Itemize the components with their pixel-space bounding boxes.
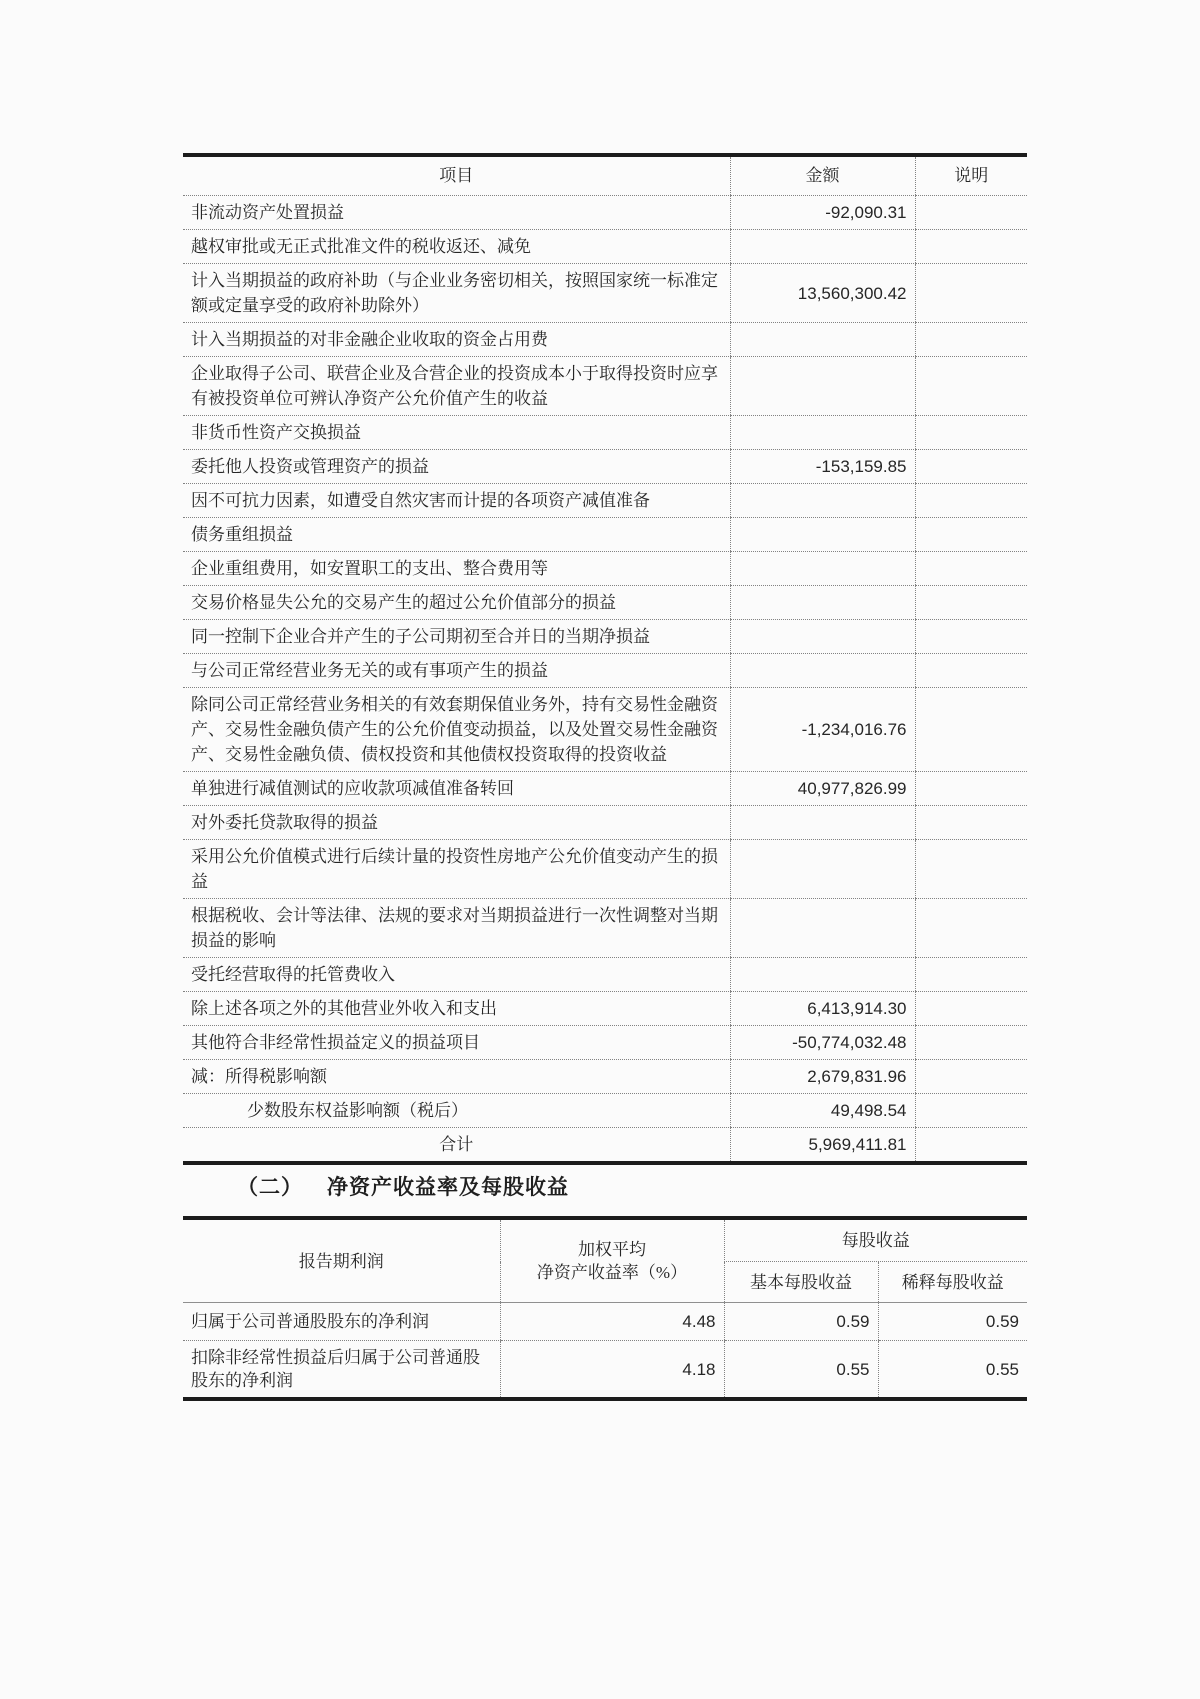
amount-cell <box>730 806 915 840</box>
note-cell <box>915 772 1027 806</box>
table2-header-row-1 <box>183 1218 1027 1262</box>
header-basic-eps: 基本每股收益 <box>724 1262 878 1303</box>
header-report-period-profit: 报告期利润 <box>183 1218 500 1303</box>
item-cell: 债务重组损益 <box>183 518 730 552</box>
table-row <box>183 264 1027 323</box>
item-cell: 企业取得子公司、联营企业及合营企业的投资成本小于取得投资时应享有被投资单位可辨认净资产公允价值产生的收益 <box>183 357 730 416</box>
amount-cell <box>730 357 915 416</box>
table-row <box>183 450 1027 484</box>
table-row <box>183 586 1027 620</box>
note-cell <box>915 357 1027 416</box>
note-cell <box>915 552 1027 586</box>
table-row <box>183 688 1027 772</box>
item-cell: 合计 <box>439 1135 474 1154</box>
item-cell: 除同公司正常经营业务相关的有效套期保值业务外，持有交易性金融资产、交易性金融负债产生的公允价值变动损益，以及处置交易性金融资产、交易性金融负债、债权投资和其他债权投资取得的投资收益 <box>183 688 730 772</box>
item-cell: 单独进行减值测试的应收款项减值准备转回 <box>183 772 730 806</box>
header-eps-group: 每股收益 <box>724 1218 1027 1262</box>
item-cell: 采用公允价值模式进行后续计量的投资性房地产公允价值变动产生的损益 <box>183 840 730 899</box>
amount-cell: -50,774,032.48 <box>730 1026 915 1060</box>
amount-cell: 2,679,831.96 <box>730 1060 915 1094</box>
note-cell <box>915 323 1027 357</box>
roe-cell: 4.48 <box>500 1303 724 1341</box>
amount-cell <box>730 323 915 357</box>
note-cell <box>915 958 1027 992</box>
note-cell <box>915 264 1027 323</box>
note-cell <box>915 1026 1027 1060</box>
note-cell <box>915 1128 1027 1164</box>
item-cell: 扣除非经常性损益后归属于公司普通股股东的净利润 <box>191 1348 480 1390</box>
note-cell <box>915 484 1027 518</box>
note-cell <box>915 586 1027 620</box>
note-cell <box>915 992 1027 1026</box>
roe-cell: 4.18 <box>500 1341 724 1400</box>
table-row <box>183 196 1027 230</box>
amount-cell <box>730 620 915 654</box>
table-row <box>183 230 1027 264</box>
table-row <box>183 484 1027 518</box>
table-row <box>183 518 1027 552</box>
note-cell <box>915 840 1027 899</box>
table-row <box>183 323 1027 357</box>
amount-cell <box>730 586 915 620</box>
amount-cell: 40,977,826.99 <box>730 772 915 806</box>
note-cell <box>915 806 1027 840</box>
diluted-eps-cell: 0.59 <box>878 1303 1027 1341</box>
header-amount: 金额 <box>730 155 915 196</box>
note-cell <box>915 196 1027 230</box>
amount-cell <box>730 899 915 958</box>
note-cell <box>915 654 1027 688</box>
header-item: 项目 <box>183 155 730 196</box>
table-row <box>183 620 1027 654</box>
item-cell: 越权审批或无正式批准文件的税收返还、减免 <box>183 230 730 264</box>
item-cell: 因不可抗力因素，如遭受自然灾害而计提的各项资产减值准备 <box>183 484 730 518</box>
amount-cell <box>730 230 915 264</box>
note-cell <box>915 1094 1027 1128</box>
item-cell: 少数股东权益影响额（税后） <box>183 1094 730 1128</box>
table-row <box>183 840 1027 899</box>
item-cell: 减：所得税影响额 <box>183 1060 730 1094</box>
amount-cell <box>730 958 915 992</box>
basic-eps-cell: 0.55 <box>724 1341 878 1400</box>
diluted-eps-cell: 0.55 <box>878 1341 1027 1400</box>
note-cell <box>915 1060 1027 1094</box>
note-cell <box>915 230 1027 264</box>
table-row <box>183 1060 1027 1094</box>
table-row <box>183 416 1027 450</box>
item-cell: 根据税收、会计等法律、法规的要求对当期损益进行一次性调整对当期损益的影响 <box>183 899 730 958</box>
item-cell: 交易价格显失公允的交易产生的超过公允价值部分的损益 <box>183 586 730 620</box>
amount-cell: 6,413,914.30 <box>730 992 915 1026</box>
table-row <box>183 1303 1027 1341</box>
table-row <box>183 772 1027 806</box>
amount-cell <box>730 840 915 899</box>
header-roe-line1: 加权平均 <box>578 1240 646 1259</box>
note-cell <box>915 416 1027 450</box>
amount-cell: 49,498.54 <box>730 1094 915 1128</box>
amount-cell <box>730 552 915 586</box>
item-cell: 非流动资产处置损益 <box>183 196 730 230</box>
item-cell: 计入当期损益的政府补助（与企业业务密切相关，按照国家统一标准定额或定量享受的政府补助除外） <box>183 264 730 323</box>
table-row <box>183 552 1027 586</box>
table-row <box>183 1026 1027 1060</box>
header-roe-line2: 净资产收益率（%） <box>536 1263 688 1282</box>
table-row <box>183 958 1027 992</box>
note-cell <box>915 899 1027 958</box>
item-cell: 与公司正常经营业务无关的或有事项产生的损益 <box>183 654 730 688</box>
amount-cell <box>730 518 915 552</box>
table-row <box>183 1128 1027 1164</box>
header-note: 说明 <box>915 155 1027 196</box>
note-cell <box>915 688 1027 772</box>
item-cell: 非货币性资产交换损益 <box>183 416 730 450</box>
note-cell <box>915 620 1027 654</box>
item-cell: 计入当期损益的对非金融企业收取的资金占用费 <box>183 323 730 357</box>
note-cell <box>915 450 1027 484</box>
item-cell: 对外委托贷款取得的损益 <box>183 806 730 840</box>
amount-cell <box>730 654 915 688</box>
section-heading <box>237 1171 569 1201</box>
non-recurring-items-table <box>183 153 1027 1165</box>
item-cell: 同一控制下企业合并产生的子公司期初至合并日的当期净损益 <box>183 620 730 654</box>
basic-eps-cell: 0.59 <box>724 1303 878 1341</box>
item-cell: 除上述各项之外的其他营业外收入和支出 <box>183 992 730 1026</box>
table-row <box>183 806 1027 840</box>
roe-eps-table <box>183 1216 1027 1401</box>
amount-cell: 5,969,411.81 <box>730 1128 915 1164</box>
table-row <box>183 899 1027 958</box>
table-row <box>183 1094 1027 1128</box>
item-cell: 归属于公司普通股股东的净利润 <box>183 1303 500 1341</box>
amount-cell: -92,090.31 <box>730 196 915 230</box>
section-number: （二） <box>237 1175 303 1199</box>
section-title: 净资产收益率及每股收益 <box>327 1175 569 1199</box>
table-header-row <box>183 155 1027 196</box>
item-cell: 企业重组费用，如安置职工的支出、整合费用等 <box>183 552 730 586</box>
amount-cell <box>730 416 915 450</box>
item-cell: 其他符合非经常性损益定义的损益项目 <box>183 1026 730 1060</box>
table-row <box>183 1341 1027 1400</box>
amount-cell: -153,159.85 <box>730 450 915 484</box>
note-cell <box>915 518 1027 552</box>
item-cell: 委托他人投资或管理资产的损益 <box>183 450 730 484</box>
table-row <box>183 992 1027 1026</box>
table-row <box>183 654 1027 688</box>
amount-cell <box>730 484 915 518</box>
header-weighted-avg-roe <box>500 1218 724 1303</box>
item-cell: 受托经营取得的托管费收入 <box>183 958 730 992</box>
amount-cell: 13,560,300.42 <box>730 264 915 323</box>
amount-cell: -1,234,016.76 <box>730 688 915 772</box>
table-row <box>183 357 1027 416</box>
header-diluted-eps: 稀释每股收益 <box>878 1262 1027 1303</box>
